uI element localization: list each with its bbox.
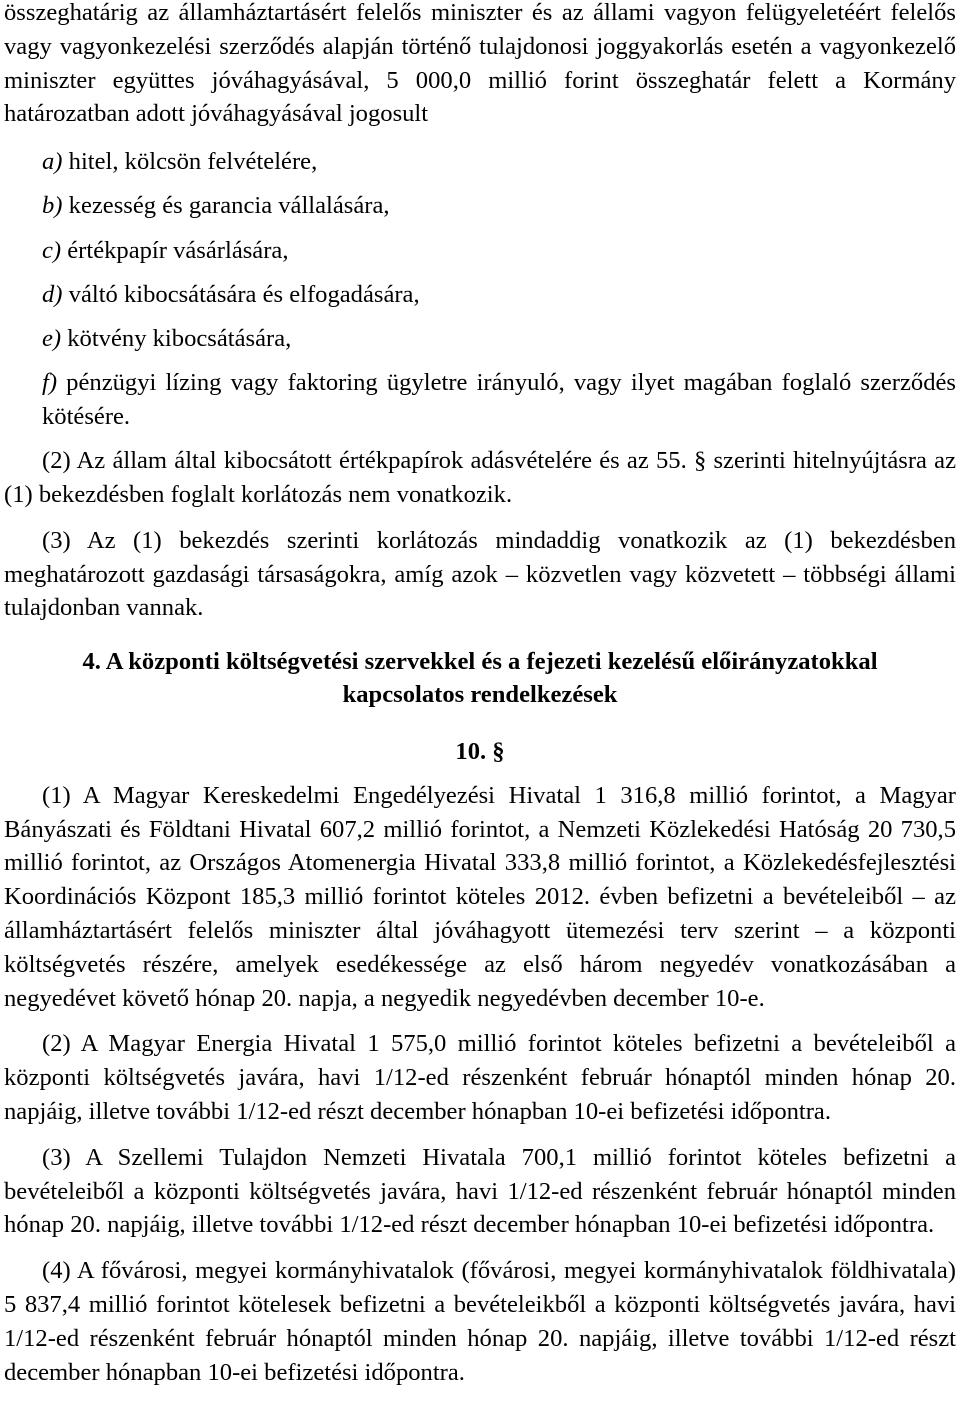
list-marker: c) (42, 236, 62, 264)
list-item-c (42, 234, 956, 268)
list-marker: b) (42, 192, 63, 220)
intro-paragraph: összeghatárig az államháztartásért felelős miniszter és az állami vagyon felügyeletéért felelős vagy vagyonkezelési szerződés alapján történő tulajdonosi joggyakorlás esetén a vagyonkezelő miniszter együttes jóváhagyásával, 5 000,0 millió forint összeghatár felett a Kormány határozatban adott jóváhagyásával jogosult (4, 0, 956, 128)
section-heading-line-2: kapcsolatos rendelkezések (342, 681, 618, 709)
section-10-paragraph-2: (2) A Magyar Energia Hivatal 1 575,0 millió forintot köteles befizetni a bevételeiből a központi költségvetés javára, havi 1/12-ed részenként február hónaptól minden hónap 20. napjáig, illetve további 1/12-ed részt december hónapban 10-ei befizetési időpontra. (4, 1030, 956, 1126)
list-marker: f) (42, 369, 58, 397)
list-item-f (42, 366, 956, 434)
list-item-text: kezesség és garancia vállalására, (62, 192, 390, 220)
list-marker: a) (42, 148, 63, 176)
list-marker: d) (42, 280, 63, 308)
section-10-paragraph-3: (3) A Szellemi Tulajdon Nemzeti Hivatala 700,1 millió forintot köteles befizetni a bevételeiből a központi költségvetés javára, havi 1/12-ed részenként február hónaptól minden hónap 20. napjáig, illetve további 1/12-ed részt december hónapban 10-ei befizetési időpontra. (4, 1143, 956, 1239)
list-item-text: pénzügyi lízing vagy faktoring ügyletre irányuló, vagy ilyet magában foglaló szerződés kötésére. (42, 369, 956, 430)
section-10-paragraph-4: (4) A fővárosi, megyei kormányhivatalok (fővárosi, megyei kormányhivatalok földhivatala) 5 837,4 millió forintot kötelesek befizetni a bevételeikből a központi költségvetés javára, havi 1/12-ed részenként február hónaptól minden hónap 20. napjáig, illetve további 1/12-ed részt december hónapban 10-ei befizetési időpontra. (4, 1257, 956, 1386)
list-item-a (42, 145, 956, 179)
list-item-text: kötvény kibocsátására, (61, 324, 292, 352)
section-heading-line-1: 4. A központi költségvetési szervekkel és a fejezeti kezelésű előirányzatokkal (82, 648, 878, 676)
section-10-paragraph-1: (1) A Magyar Kereskedelmi Engedélyezési Hivatal 1 316,8 millió forintot, a Magyar Bányászati és Földtani Hivatal 607,2 millió forintot, a Nemzeti Közlekedési Hatóság 20 730,5 millió forintot, az Országos Atomenergia Hivatal 333,8 millió forintot, a Közlekedésfejlesztési Koordinációs Központ 185,3 millió forintot köteles 2012. évben befizetni a bevételeiből – az államháztartásért felelős miniszter által jóváhagyott ütemezési terv szerint – a központi költségvetés részére, amelyek esedékessége az első három negyedév vonatkozásában a negyedévet követő hónap 20. napja, a negyedik negyedévben december 10-e. (4, 781, 956, 1012)
list-item-d (42, 278, 956, 312)
list-item-b (42, 189, 956, 223)
list-marker: e) (42, 324, 62, 352)
list-item-text: értékpapír vásárlására, (61, 236, 289, 264)
paragraph-2: (2) Az állam által kibocsátott értékpapírok adásvételére és az 55. § szerinti hitelnyújtásra az (1) bekezdésben foglalt korlátozás nem vonatkozik. (4, 447, 956, 508)
paragraph-3: (3) Az (1) bekezdés szerinti korlátozás mindaddig vonatkozik az (1) bekezdésben meghatározott gazdasági társaságokra, amíg azok – közvetlen vagy közvetett – többségi állami tulajdonban vannak. (4, 526, 956, 622)
list-item-text: hitel, kölcsön felvételére, (62, 148, 318, 176)
list-item-e (42, 322, 956, 356)
list-item-text: váltó kibocsátására és elfogadására, (62, 280, 420, 308)
section-number: 10. § (455, 738, 505, 766)
enumerated-list (4, 145, 956, 434)
section-heading (4, 645, 956, 711)
